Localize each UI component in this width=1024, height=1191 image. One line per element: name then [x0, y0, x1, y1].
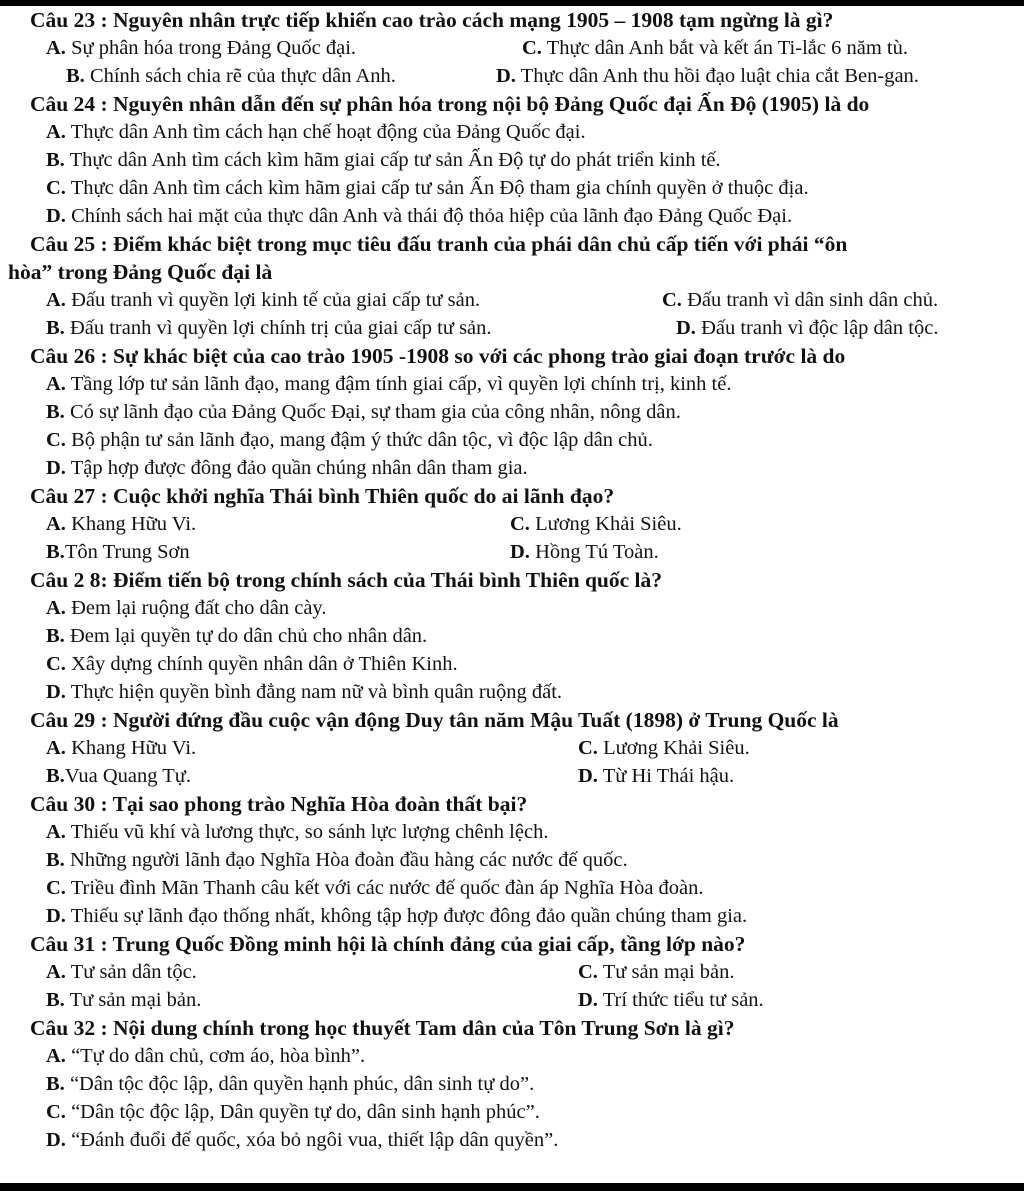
question-26 — [0, 342, 1024, 482]
option-c[interactable]: C. Thực dân Anh bắt và kết án Ti-lắc 6 năm tù. — [522, 37, 908, 59]
option-b[interactable]: B. Chính sách chia rẽ của thực dân Anh. — [66, 65, 396, 87]
question-title-line1: Câu 25 : Điểm khác biệt trong mục tiêu đấu tranh của phái dân chủ cấp tiến với phái “ôn — [30, 232, 848, 256]
option-c[interactable]: C. Tư sản mại bản. — [578, 961, 735, 983]
option-c[interactable]: C. Lương Khải Siêu. — [578, 737, 750, 759]
option-a[interactable]: A. Khang Hữu Vi. — [46, 737, 197, 759]
option-a[interactable]: A. Khang Hữu Vi. — [46, 513, 197, 535]
option-row — [0, 510, 1024, 538]
option-b[interactable]: B. Những người lãnh đạo Nghĩa Hòa đoàn đầu hàng các nước đế quốc. — [46, 849, 628, 871]
option-a[interactable]: A. Tầng lớp tư sản lãnh đạo, mang đậm tính giai cấp, vì quyền lợi chính trị, kinh tế. — [46, 373, 732, 395]
option-row — [0, 34, 1024, 62]
question-29 — [0, 706, 1024, 790]
option-d[interactable]: D. Thực hiện quyền bình đẳng nam nữ và bình quân ruộng đất. — [46, 681, 563, 703]
option-b[interactable]: B. Đem lại quyền tự do dân chủ cho nhân dân. — [46, 625, 428, 647]
bottom-edge-bar — [0, 1183, 1024, 1191]
option-b[interactable]: B.Vua Quang Tự. — [46, 765, 192, 787]
option-d[interactable]: D. Thiếu sự lãnh đạo thống nhất, không tập hợp được đông đảo quần chúng tham gia. — [46, 905, 748, 927]
option-a[interactable]: A. Đấu tranh vì quyền lợi kinh tế của giai cấp tư sản. — [46, 289, 481, 311]
option-d[interactable]: D. Tập hợp được đông đảo quần chúng nhân dân tham gia. — [46, 457, 528, 479]
option-c[interactable]: C. “Dân tộc độc lập, Dân quyền tự do, dân sinh hạnh phúc”. — [46, 1101, 540, 1123]
option-c[interactable]: C. Đấu tranh vì dân sinh dân chủ. — [662, 289, 939, 311]
question-title: Câu 27 : Cuộc khởi nghĩa Thái bình Thiên quốc do ai lãnh đạo? — [30, 484, 615, 508]
option-d[interactable]: D. Thực dân Anh thu hồi đạo luật chia cắt Ben-gan. — [496, 65, 919, 87]
question-31 — [0, 930, 1024, 1014]
option-row — [0, 538, 1024, 566]
question-title: Câu 2 8: Điểm tiến bộ trong chính sách của Thái bình Thiên quốc là? — [30, 568, 663, 592]
option-c[interactable]: C. Triều đình Mãn Thanh câu kết với các nước đế quốc đàn áp Nghĩa Hòa đoàn. — [46, 877, 704, 899]
quiz-page — [0, 6, 1024, 1154]
option-c[interactable]: C. Thực dân Anh tìm cách kìm hãm giai cấp tư sản Ấn Độ tham gia chính quyền ở thuộc địa. — [46, 177, 809, 199]
option-a[interactable]: A. Thực dân Anh tìm cách hạn chế hoạt động của Đảng Quốc đại. — [46, 121, 586, 143]
question-title: Câu 26 : Sự khác biệt của cao trào 1905 -1908 so với các phong trào giai đoạn trước là do — [30, 344, 846, 368]
option-b[interactable]: B. Tư sản mại bản. — [46, 989, 202, 1011]
option-a[interactable]: A. Tư sản dân tộc. — [46, 961, 197, 983]
option-a[interactable]: A. “Tự do dân chủ, cơm áo, hòa bình”. — [46, 1045, 366, 1067]
option-c[interactable]: C. Xây dựng chính quyền nhân dân ở Thiên Kinh. — [46, 653, 458, 675]
option-d[interactable]: D. Chính sách hai mặt của thực dân Anh và thái độ thỏa hiệp của lãnh đạo Đảng Quốc Đại. — [46, 205, 793, 227]
option-a[interactable]: A. Đem lại ruộng đất cho dân cày. — [46, 597, 327, 619]
option-d[interactable]: D. Đấu tranh vì độc lập dân tộc. — [676, 317, 939, 339]
option-c[interactable]: C. Lương Khải Siêu. — [510, 513, 682, 535]
option-d[interactable]: D. Hồng Tú Toàn. — [510, 541, 659, 563]
option-row — [0, 314, 1024, 342]
question-30 — [0, 790, 1024, 930]
question-23 — [0, 6, 1024, 90]
question-title: Câu 30 : Tại sao phong trào Nghĩa Hòa đoàn thất bại? — [30, 792, 528, 816]
option-b[interactable]: B. Thực dân Anh tìm cách kìm hãm giai cấp tư sản Ấn Độ tự do phát triển kinh tế. — [46, 149, 721, 171]
question-title-line2: hòa” trong Đảng Quốc đại là — [8, 260, 273, 284]
question-title: Câu 31 : Trung Quốc Đồng minh hội là chính đảng của giai cấp, tầng lớp nào? — [30, 932, 746, 956]
question-27 — [0, 482, 1024, 566]
option-row — [0, 986, 1024, 1014]
option-d[interactable]: D. “Đánh đuổi đế quốc, xóa bỏ ngôi vua, thiết lập dân quyền”. — [46, 1129, 559, 1151]
option-row — [0, 762, 1024, 790]
option-row — [0, 958, 1024, 986]
option-c[interactable]: C. Bộ phận tư sản lãnh đạo, mang đậm ý thức dân tộc, vì độc lập dân chủ. — [46, 429, 653, 451]
option-b[interactable]: B. Đấu tranh vì quyền lợi chính trị của giai cấp tư sản. — [46, 317, 492, 339]
question-title: Câu 24 : Nguyên nhân dẫn đến sự phân hóa trong nội bộ Đảng Quốc đại Ấn Độ (1905) là do — [30, 92, 870, 116]
option-b[interactable]: B. “Dân tộc độc lập, dân quyền hạnh phúc, dân sinh tự do”. — [46, 1073, 535, 1095]
option-d[interactable]: D. Từ Hi Thái hậu. — [578, 765, 735, 787]
option-a[interactable]: A. Sự phân hóa trong Đảng Quốc đại. — [46, 37, 357, 59]
option-b[interactable]: B. Có sự lãnh đạo của Đảng Quốc Đại, sự tham gia của công nhân, nông dân. — [46, 401, 681, 423]
option-d[interactable]: D. Trí thức tiểu tư sản. — [578, 989, 764, 1011]
option-b[interactable]: B.Tôn Trung Sơn — [46, 541, 190, 563]
question-title: Câu 29 : Người đứng đầu cuộc vận động Duy tân năm Mậu Tuất (1898) ở Trung Quốc là — [30, 708, 839, 732]
question-title: Câu 32 : Nội dung chính trong học thuyết Tam dân của Tôn Trung Sơn là gì? — [30, 1016, 735, 1040]
option-a[interactable]: A. Thiếu vũ khí và lương thực, so sánh lực lượng chênh lệch. — [46, 821, 549, 843]
question-title: Câu 23 : Nguyên nhân trực tiếp khiến cao trào cách mạng 1905 – 1908 tạm ngừng là gì? — [30, 8, 834, 32]
option-row — [0, 286, 1024, 314]
question-28 — [0, 566, 1024, 706]
question-32 — [0, 1014, 1024, 1154]
option-row — [0, 734, 1024, 762]
question-25 — [0, 230, 1024, 342]
question-24 — [0, 90, 1024, 230]
option-row — [0, 62, 1024, 90]
